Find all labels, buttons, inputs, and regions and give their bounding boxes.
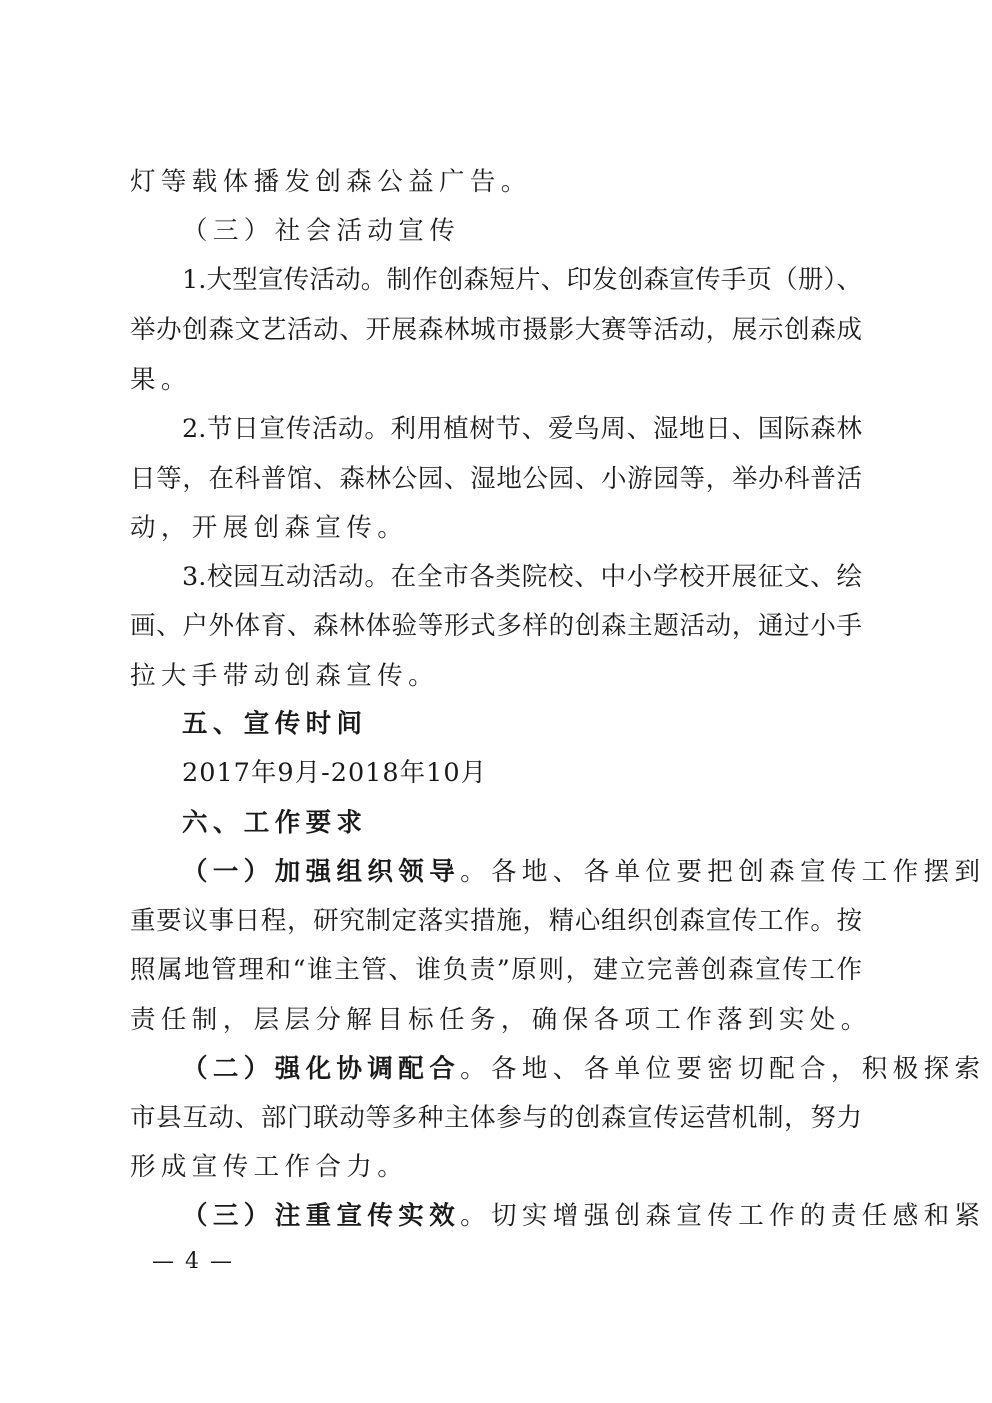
page-number: — 4 — — [152, 1249, 234, 1274]
paragraph-line: 举办创森文艺活动、开展森林城市摄影大赛等活动，展示创森成 — [130, 315, 862, 345]
paragraph-line: 市县互动、部门联动等多种主体参与的创森宣传运营机制，努力 — [130, 1103, 862, 1133]
paragraph-line: 责任制，层层分解目标任务，确保各项工作落到实处。 — [130, 1005, 872, 1035]
paragraph-line: 灯等载体播发创森公益广告。 — [130, 167, 532, 197]
paragraph-line — [182, 1049, 986, 1089]
paragraph-line: 2.节日宣传活动。利用植树节、爱鸟周、湿地日、国际森林 — [182, 414, 862, 444]
paragraph-line: 画、户外体育、森林体验等形式多样的创森主题活动，通过小手 — [130, 611, 862, 641]
paragraph-line — [182, 852, 986, 892]
requirement-text: 。各地、各单位要把创森宣传工作摆到 — [460, 857, 986, 887]
paragraph-line: 日等，在科普馆、森林公园、湿地公园、小游园等，举办科普活 — [130, 464, 862, 494]
paragraph-line — [182, 1196, 986, 1236]
paragraph-line: 动，开展创森宣传。 — [130, 513, 409, 543]
requirement-title: （一）加强组织领导 — [182, 857, 461, 887]
requirement-title: （二）强化协调配合 — [182, 1054, 461, 1084]
heading-work-requirements: 六、工作要求 — [182, 808, 368, 838]
period-text: 2017年9月-2018年10月 — [182, 758, 488, 788]
requirement-text: 。切实增强创森宣传工作的责任感和紧 — [460, 1201, 986, 1231]
paragraph-line: 3.校园互动活动。在全市各类院校、中小学校开展征文、绘 — [182, 562, 862, 592]
section-title-social-activities: （三）社会活动宣传 — [182, 216, 461, 246]
paragraph-line: 拉大手带动创森宣传。 — [130, 661, 440, 691]
paragraph-line: 照属地管理和“谁主管、谁负责”原则，建立完善创森宣传工作 — [130, 955, 862, 985]
paragraph-line: 重要议事日程，研究制定落实措施，精心组织创森宣传工作。按 — [130, 906, 862, 936]
paragraph-line: 果。 — [130, 365, 192, 395]
paragraph-line: 1.大型宣传活动。制作创森短片、印发创森宣传手页（册）、 — [182, 265, 862, 295]
requirement-title: （三）注重宣传实效 — [182, 1201, 461, 1231]
requirement-text: 。各地、各单位要密切配合，积极探索 — [460, 1054, 986, 1084]
heading-publicity-period: 五、宣传时间 — [182, 709, 368, 739]
paragraph-line: 形成宣传工作合力。 — [130, 1152, 409, 1182]
